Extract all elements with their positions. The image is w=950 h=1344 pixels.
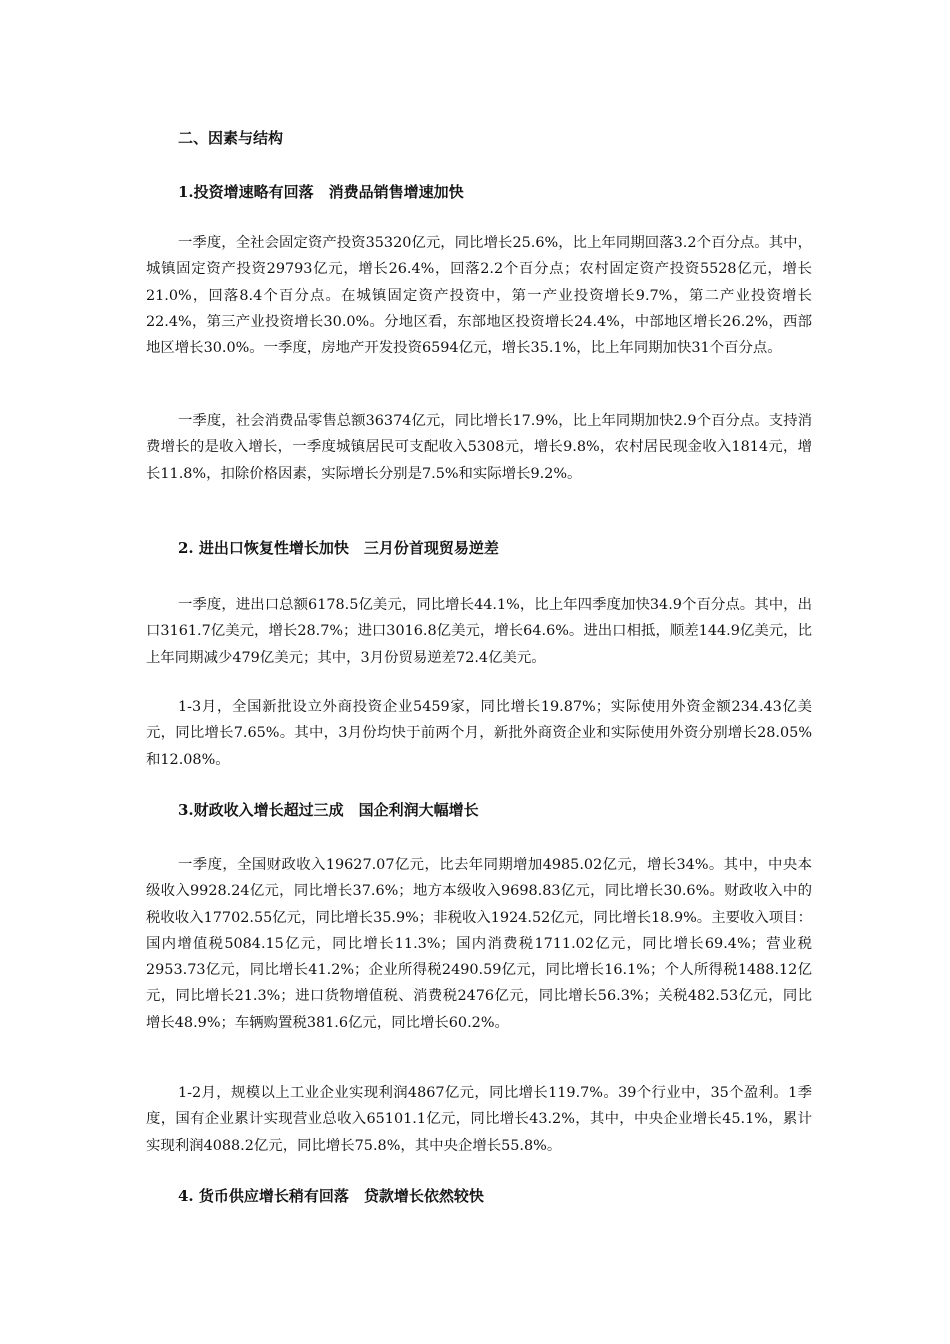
paragraph-import-export: 一季度，进出口总额6178.5亿美元，同比增长44.1%，比上年四季度加快34.9个百分点。其中，出口3161.7亿美元，增长28.7%；进口3016.8亿美元，增长64.6%。进出口相抵，顺差144.9亿美元，比上年同期减少479亿美元；其中，3月份贸易逆差72.4亿美元。 bbox=[146, 597, 812, 666]
paragraph-foreign-investment: 1-3月，全国新批设立外商投资企业5459家，同比增长19.87%；实际使用外资金额234.43亿美元，同比增长7.65%。其中，3月份均快于前两个月，新批外商资企业和实际使用外资分别增长28.05%和12.08%。 bbox=[146, 699, 812, 768]
subsection-heading-monetary: 4. 货币供应增长稍有回落 贷款增长依然较快 bbox=[178, 1187, 484, 1205]
section-title: 二、因素与结构 bbox=[178, 129, 284, 147]
subsection-heading-trade: 2. 进出口恢复性增长加快 三月份首现贸易逆差 bbox=[178, 539, 499, 557]
subsection-heading-fiscal: 3.财政收入增长超过三成 国企利润大幅增长 bbox=[178, 801, 479, 819]
paragraph-fixed-asset-investment: 一季度，全社会固定资产投资35320亿元，同比增长25.6%，比上年同期回落3.2个百分点。其中，城镇固定资产投资29793亿元，增长26.4%，回落2.2个百分点；农村固定资产投资5528亿元，增长21.0%，回落8.4个百分点。在城镇固定资产投资中，第一产业投资增长9.7%，第二产业投资增长22.4%，第三产业投资增长30.0%。分地区看，东部地区投资增长24.4%，中部地区增长26.2%，西部地区增长30.0%。一季度，房地产开发投资6594亿元，增长35.1%，比上年同期加快31个百分点。 bbox=[146, 235, 812, 357]
paragraph-enterprise-profits: 1-2月，规模以上工业企业实现利润4867亿元，同比增长119.7%。39个行业中，35个盈利。1季度，国有企业累计实现营业总收入65101.1亿元，同比增长43.2%，其中，中央企业增长45.1%，累计实现利润4088.2亿元，同比增长75.8%，其中央企增长55.8%。 bbox=[146, 1085, 812, 1154]
paragraph-retail-sales: 一季度，社会消费品零售总额36374亿元，同比增长17.9%，比上年同期加快2.9个百分点。支持消费增长的是收入增长，一季度城镇居民可支配收入5308元，增长9.8%，农村居民现金收入1814元，增长11.8%，扣除价格因素，实际增长分别是7.5%和实际增长9.2%。 bbox=[146, 413, 812, 482]
paragraph-fiscal-revenue: 一季度，全国财政收入19627.07亿元，比去年同期增加4985.02亿元，增长34%。其中，中央本级收入9928.24亿元，同比增长37.6%；地方本级收入9698.83亿元，同比增长30.6%。财政收入中的税收收入17702.55亿元，同比增长35.9%；非税收入1924.52亿元，同比增长18.9%。主要收入项目：国内增值税5084.15亿元，同比增长11.3%；国内消费税1711.02亿元，同比增长69.4%；营业税2953.73亿元，同比增长41.2%；企业所得税2490.59亿元，同比增长16.1%；个人所得税1488.12亿元，同比增长21.3%；进口货物增值税、消费税2476亿元，同比增长56.3%；关税482.53亿元，同比增长48.9%；车辆购置税381.6亿元，同比增长60.2%。 bbox=[146, 857, 812, 1031]
subsection-heading-investment: 1.投资增速略有回落 消费品销售增速加快 bbox=[178, 183, 464, 201]
